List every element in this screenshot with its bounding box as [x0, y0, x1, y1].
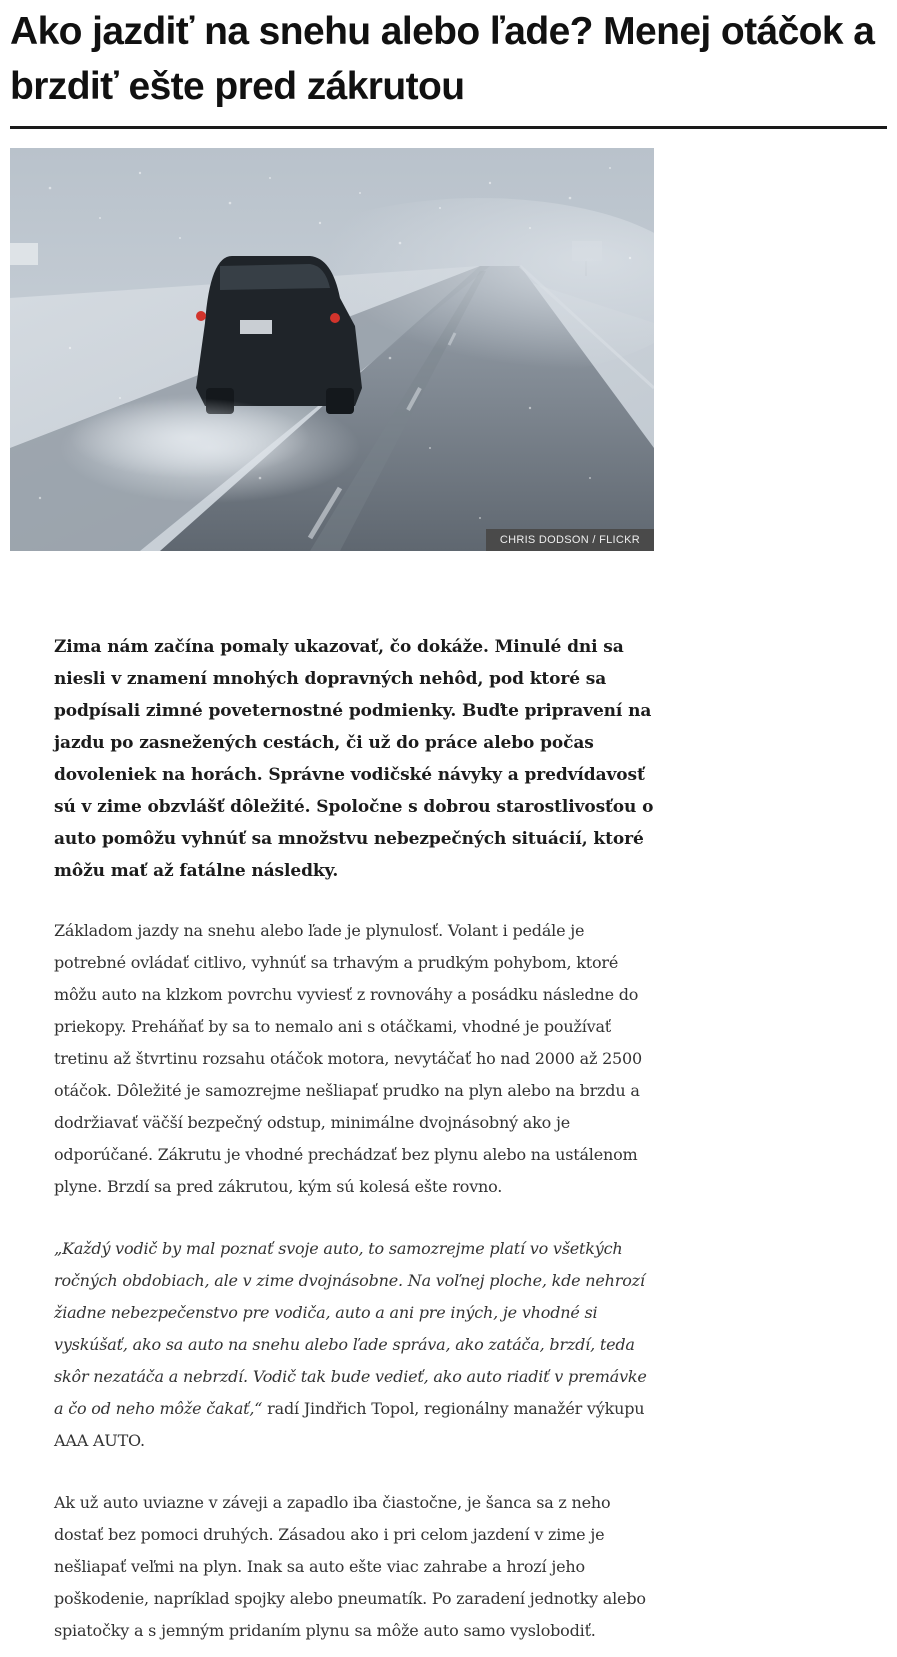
- article-image: [10, 148, 654, 551]
- snowy-road-photo: [10, 148, 654, 551]
- quote-attribution: radí Jindřich Topol, regionálny manažér výkupu AAA AUTO.: [54, 1399, 645, 1450]
- title-divider: [10, 126, 887, 129]
- article-quote: „Každý vodič by mal poznať svoje auto, to samozrejme platí vo všetkých ročných obdobiach, ale v zime dvojnásobne. Na voľnej ploche, kde nehrozí žiadne nebezpečenstvo pre vodiča, auto a ani pre iných, je vhodné si vyskúšať, ako sa auto na snehu alebo ľade správa, ako zatáča, brzdí, teda skôr nezatáča a nebrzdí. Vodič tak bude vedieť, ako auto riadiť v premávke a čo od neho môže čakať,“: [54, 1239, 647, 1418]
- article-lead: Zima nám začína pomaly ukazovať, čo dokáže. Minulé dni sa niesli v znamení mnohých dopravných nehôd, pod ktoré sa podpísali zimné poveternostné podmienky. Buďte pripravení na jazdu po zasnežených cestách, či už do práce alebo počas dovoleniek na horách. Správne vodičské návyky a predvídavosť sú v zime obzvlášť dôležité. Spoločne s dobrou starostlivosťou o auto pomôžu vyhnúť sa množstvu nebezpečných situácií, ktoré môžu mať až fatálne následky.: [54, 637, 654, 881]
- article-paragraph: Ak už auto uviazne v záveji a zapadlo iba čiastočne, je šanca sa z neho dostať bez pomoci druhých. Zásadou ako i pri celom jazdení v zime je nešliapať veľmi na plyn. Inak sa auto ešte viac zahrabe a hrozí jeho poškodenie, napríklad spojky alebo pneumatík. Po zaradení jednotky alebo spiatočky a s jemným pridaním plynu sa môže auto samo vyslobodiť.: [54, 1493, 646, 1640]
- article-quote-paragraph: [54, 1233, 654, 1457]
- article-paragraph: Základom jazdy na snehu alebo ľade je plynulosť. Volant i pedále je potrebné ovládať citlivo, vyhnúť sa trhavým a prudkým pohybom, ktoré môžu auto na klzkom povrchu vyviesť z rovnováhy a posádku následne do priekopy. Preháňať by sa to nemalo ani s otáčkami, vhodné je používať tretinu až štvrtinu rozsahu otáčok motora, nevytáčať ho nad 2000 až 2500 otáčok. Dôležité je samozrejme nešliapať prudko na plyn alebo na brzdu a dodržiavať väčší bezpečný odstup, minimálne dvojnásobný ako je odporúčané. Zákrutu je vhodné prechádzať bez plynu alebo na ustálenom plyne. Brzdí sa pred zákrutou, kým sú kolesá ešte rovno.: [54, 921, 642, 1196]
- article-body: [54, 631, 654, 1647]
- image-credit: CHRIS DODSON / FLICKR: [486, 529, 654, 551]
- article-title: Ako jazdiť na snehu alebo ľade? Menej otáčok a brzdiť ešte pred zákrutou: [10, 10, 875, 108]
